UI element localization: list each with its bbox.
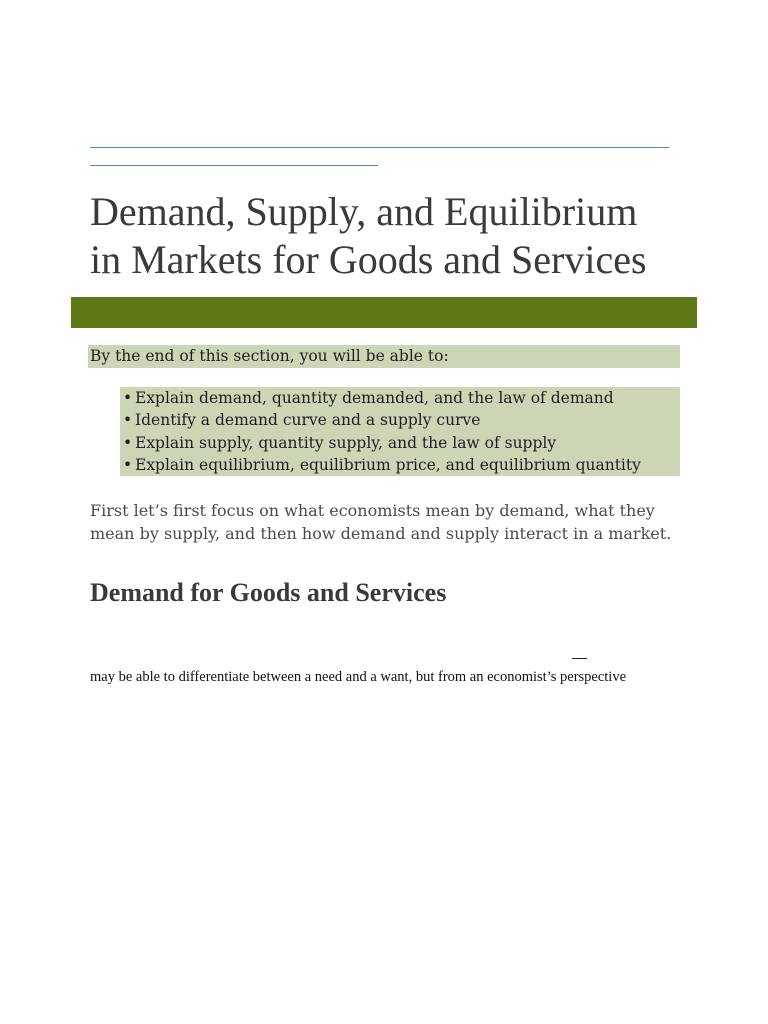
dash-mark (572, 658, 587, 659)
learning-objective-text: Explain demand, quantity demanded, and the law of demand (135, 389, 614, 407)
intro-paragraph: First let’s first focus on what economists mean by demand, what they mean by supply, and then how demand and supply interact in a market. (90, 501, 672, 543)
page-title-line-2: in Markets for Goods and Services (90, 237, 647, 282)
page-title (90, 188, 690, 284)
learning-objectives-list (120, 387, 680, 476)
top-rule-long (90, 147, 669, 148)
learning-objective-text: Explain equilibrium, equilibrium price, and equilibrium quantity (135, 456, 641, 475)
bullet-icon: • (123, 411, 133, 430)
section-heading: Demand for Goods and Services (90, 578, 447, 607)
section-banner-bar (71, 297, 697, 328)
learning-objective-item (120, 409, 680, 431)
bullet-icon: • (123, 433, 133, 452)
learning-objective-item (120, 432, 680, 454)
bullet-icon: • (123, 456, 133, 475)
learning-objective-item (120, 454, 680, 476)
learning-objectives-intro: By the end of this section, you will be able to: (88, 345, 680, 368)
bullet-icon: • (123, 389, 133, 407)
learning-objective-item (120, 387, 680, 409)
learning-objective-text: Explain supply, quantity supply, and the law of supply (135, 433, 557, 452)
page-title-line-1: Demand, Supply, and Equilibrium (90, 189, 638, 234)
learning-objective-text: Identify a demand curve and a supply curve (135, 411, 481, 430)
top-rule-short (90, 165, 378, 166)
body-text-fragment: may be able to differentiate between a need and a want, but from an economist’s perspective (90, 669, 627, 685)
